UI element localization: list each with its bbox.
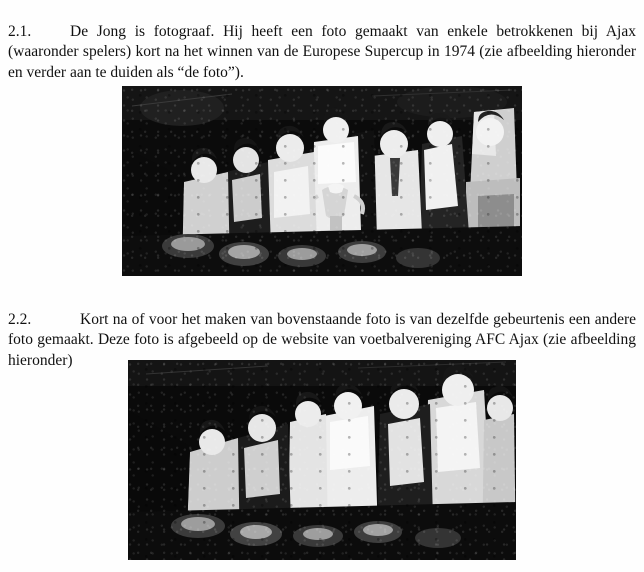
photo-2-artwork — [128, 360, 516, 560]
paragraph-2-2-text: Kort na of voor het maken van bovenstaande foto is van dezelfde gebeurtenis een andere foto gemaakt. Deze foto is afgebeeld op de website van voetbalvereniging AFC Ajax (zie afbeelding hieronder) — [8, 310, 636, 369]
photo-1-artwork — [122, 86, 522, 276]
paragraph-2-1-number: 2.1. — [8, 22, 32, 40]
paragraph-2-1-text: De Jong is fotograaf. Hij heeft een foto gemaakt van enkele betrokkenen bij Ajax (waaronder spelers) kort na het winnen van de Europese Supercup in 1974 (zie afbeelding hieronder en verder aan te duiden als “de foto”). — [8, 22, 636, 81]
photo-supercup-1974-trophy — [122, 86, 522, 276]
photo-ajax-website-variant — [128, 360, 516, 560]
paragraph-2-2-number: 2.2. — [8, 310, 32, 328]
paragraph-2-1 — [8, 22, 636, 84]
